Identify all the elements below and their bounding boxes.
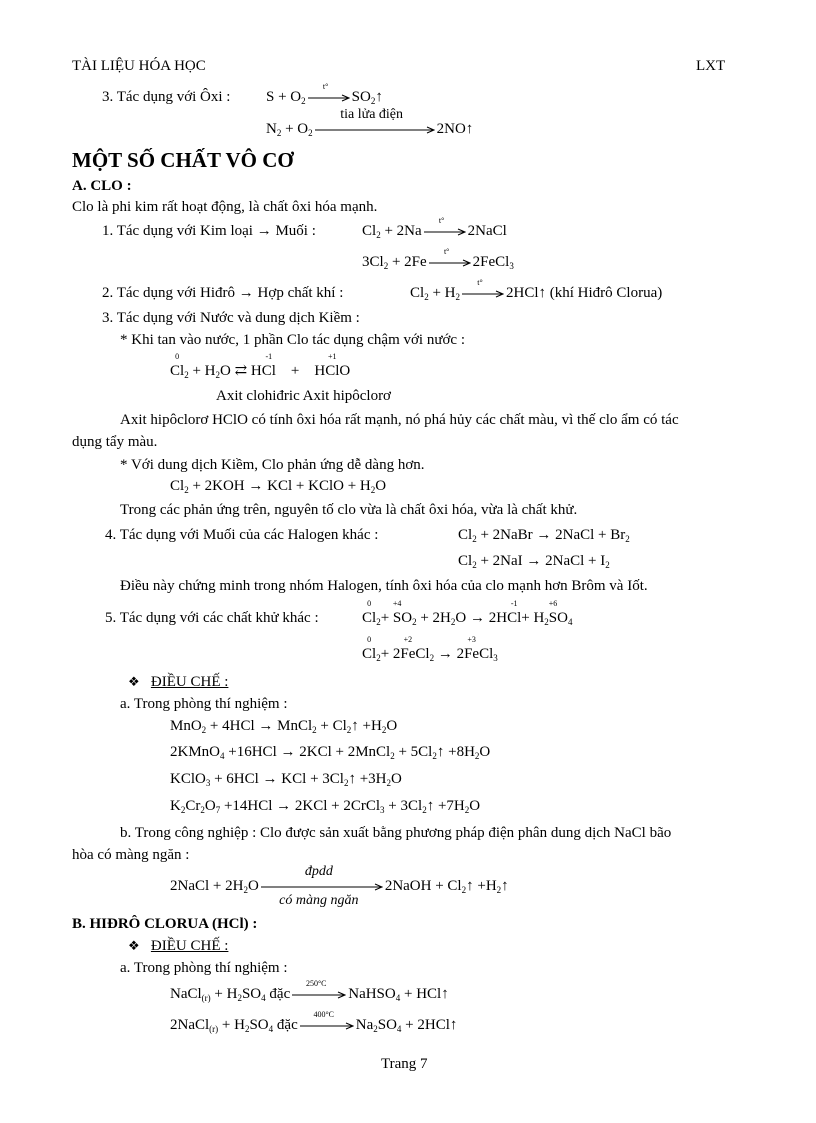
diamond-bullet-icon: ❖ bbox=[128, 938, 140, 953]
item5-eq2: Cl 0 $_2$+ 2Fe +2 $Cl_2 \to 2Fe$ +3 $Cl_3$ bbox=[362, 635, 498, 663]
prep-ind2: hòa có màng ngăn : bbox=[72, 847, 190, 863]
item4-label: 4. Tác dụng với Muối của các Halogen khác : bbox=[105, 527, 379, 543]
page-title: MỘT SỐ CHẤT VÔ CƠ bbox=[72, 148, 294, 172]
oxi-eq2: $N_2 + O_2$ tia lửa điện 2NO↑ bbox=[266, 106, 474, 138]
item3-label: 3. Tác dụng với Nước và dung dịch Kiềm : bbox=[102, 310, 360, 326]
item1-eq2: $3Cl_2 + 2Fe$ t° 2FeCl$_3$ bbox=[362, 246, 514, 271]
item4-eq2: $Cl_2 + 2NaI$ → 2NaCl + $I_2$ bbox=[458, 553, 610, 570]
item5-eq1: Cl 0 $_2$+ S +4 $O_2 + 2H_2O \to 2HCl$ -1 + $H_2S$ +6 $O_4$ bbox=[362, 599, 573, 627]
prep-eq5: 2NaCl + $2H_2O$ đpdd có màng ngăn 2NaOH + $Cl_2↑$ $+H_2↑$ bbox=[170, 863, 509, 908]
item2-label: 2. Tác dụng với Hiđrô → Hợp chất khí : bbox=[102, 285, 344, 301]
prep-heading: ❖ ĐIỀU CHẾ : bbox=[128, 674, 229, 690]
prep-eq3: KClO$_3$ + 6HCl → KCl + $3Cl_2↑ +3H_2O$ bbox=[170, 771, 402, 788]
right-arrow-icon: 250°C bbox=[292, 988, 346, 1002]
right-arrow-icon: t° bbox=[424, 225, 466, 239]
right-arrow-icon: t° bbox=[308, 91, 350, 105]
prepb-lab: a. Trong phòng thí nghiệm : bbox=[120, 960, 288, 976]
header-right: LXT bbox=[696, 58, 726, 74]
item3-note2: * Với dung dịch Kiềm, Clo phản ứng dễ dàng hơn. bbox=[120, 457, 425, 473]
item4-para: Điều này chứng minh trong nhóm Halogen, tính ôxi hóa của clo mạnh hơn Brôm và Iốt. bbox=[120, 578, 648, 594]
right-arrow-icon: t° bbox=[429, 256, 471, 270]
prepb-eq1: NaCl$_{(r)}$ + $H_2SO_4$ đặc 250°C NaHSO$_4$ + HCl↑ bbox=[170, 978, 449, 1003]
header-left: TÀI LIỆU HÓA HỌC bbox=[72, 58, 206, 74]
item5-label: 5. Tác dụng với các chất khử khác : bbox=[105, 610, 319, 626]
right-arrow-icon: t° bbox=[462, 287, 504, 301]
section-a-title: A. CLO : bbox=[72, 178, 132, 194]
right-arrow-icon: đpdd có màng ngăn bbox=[261, 880, 383, 894]
item3-para2: Trong các phản ứng trên, nguyên tố clo vừa là chất ôxi hóa, vừa là chất khử. bbox=[120, 502, 578, 518]
item3-eq2: $Cl_2 + 2KOH$ → KCl + KClO + $H_2O$ bbox=[170, 478, 387, 495]
item2-eq: $Cl_2 + H_2$ t° 2HCl↑ (khí Hiđrô Clorua) bbox=[410, 277, 663, 302]
page-number: Trang 7 bbox=[381, 1056, 428, 1072]
prep-ind1: b. Trong công nghiệp : Clo được sản xuất bằng phương pháp điện phân dung dịch NaCl bão bbox=[120, 825, 672, 841]
item3-names: Axit clohiđric Axit hipôclorơ bbox=[216, 388, 391, 404]
prep-eq4: $K_2Cr_2O_7 +14HCl \to 2KCl$ + 2CrCl$_3$ + $3Cl_2↑ +7H_2O$ bbox=[170, 798, 481, 815]
item3-para1b: dụng tẩy màu. bbox=[72, 434, 158, 450]
item1-eq1: $Cl_2 + 2Na$ t° 2NaCl bbox=[362, 215, 507, 240]
right-arrow-icon: tia lửa điện bbox=[315, 123, 435, 137]
item3-note1: * Khi tan vào nước, 1 phần Clo tác dụng chậm với nước : bbox=[120, 332, 465, 348]
item3-eq1: Cl 0 $_2 + H_2O$ ⇄ HCl -1 + HCl +1 O bbox=[170, 352, 351, 380]
prep-eq1: MnO$_2$ + 4HCl → MnCl$_2$ + $Cl_2↑ +H_2O$ bbox=[170, 718, 398, 735]
right-arrow-icon: 400°C bbox=[300, 1019, 354, 1033]
item1-label: 1. Tác dụng với Kim loại → Muối : bbox=[102, 223, 316, 239]
section-b-title: B. HIĐRÔ CLORUA (HCl) : bbox=[72, 916, 258, 932]
prepb-eq2: 2NaCl$_{(r)}$ + $H_2SO_4$ đặc 400°C $Na_2SO_4$ + 2HCl↑ bbox=[170, 1009, 458, 1034]
oxi-label: 3. Tác dụng với Ôxi : bbox=[102, 89, 231, 105]
clo-intro: Clo là phi kim rất hoạt động, là chất ôxi hóa mạnh. bbox=[72, 199, 378, 215]
diamond-bullet-icon: ❖ bbox=[128, 674, 140, 689]
prep-eq2: 2KMnO$_4$ +16HCl → 2KCl + 2MnCl$_2$ + $5Cl_2↑ +8H_2O$ bbox=[170, 744, 491, 761]
item4-eq1: $Cl_2$ + 2NaBr → 2NaCl + $Br_2$ bbox=[458, 527, 630, 544]
oxi-eq1: $S + O_2$ t° $SO_2↑$ bbox=[266, 81, 383, 106]
prep-lab: a. Trong phòng thí nghiệm : bbox=[120, 696, 288, 712]
item3-para1a: Axit hipôclorơ HClO có tính ôxi hóa rất mạnh, nó phá hủy các chất màu, vì thế clo ẩm có tác bbox=[120, 412, 679, 428]
prepb-heading: ❖ ĐIỀU CHẾ : bbox=[128, 938, 229, 954]
